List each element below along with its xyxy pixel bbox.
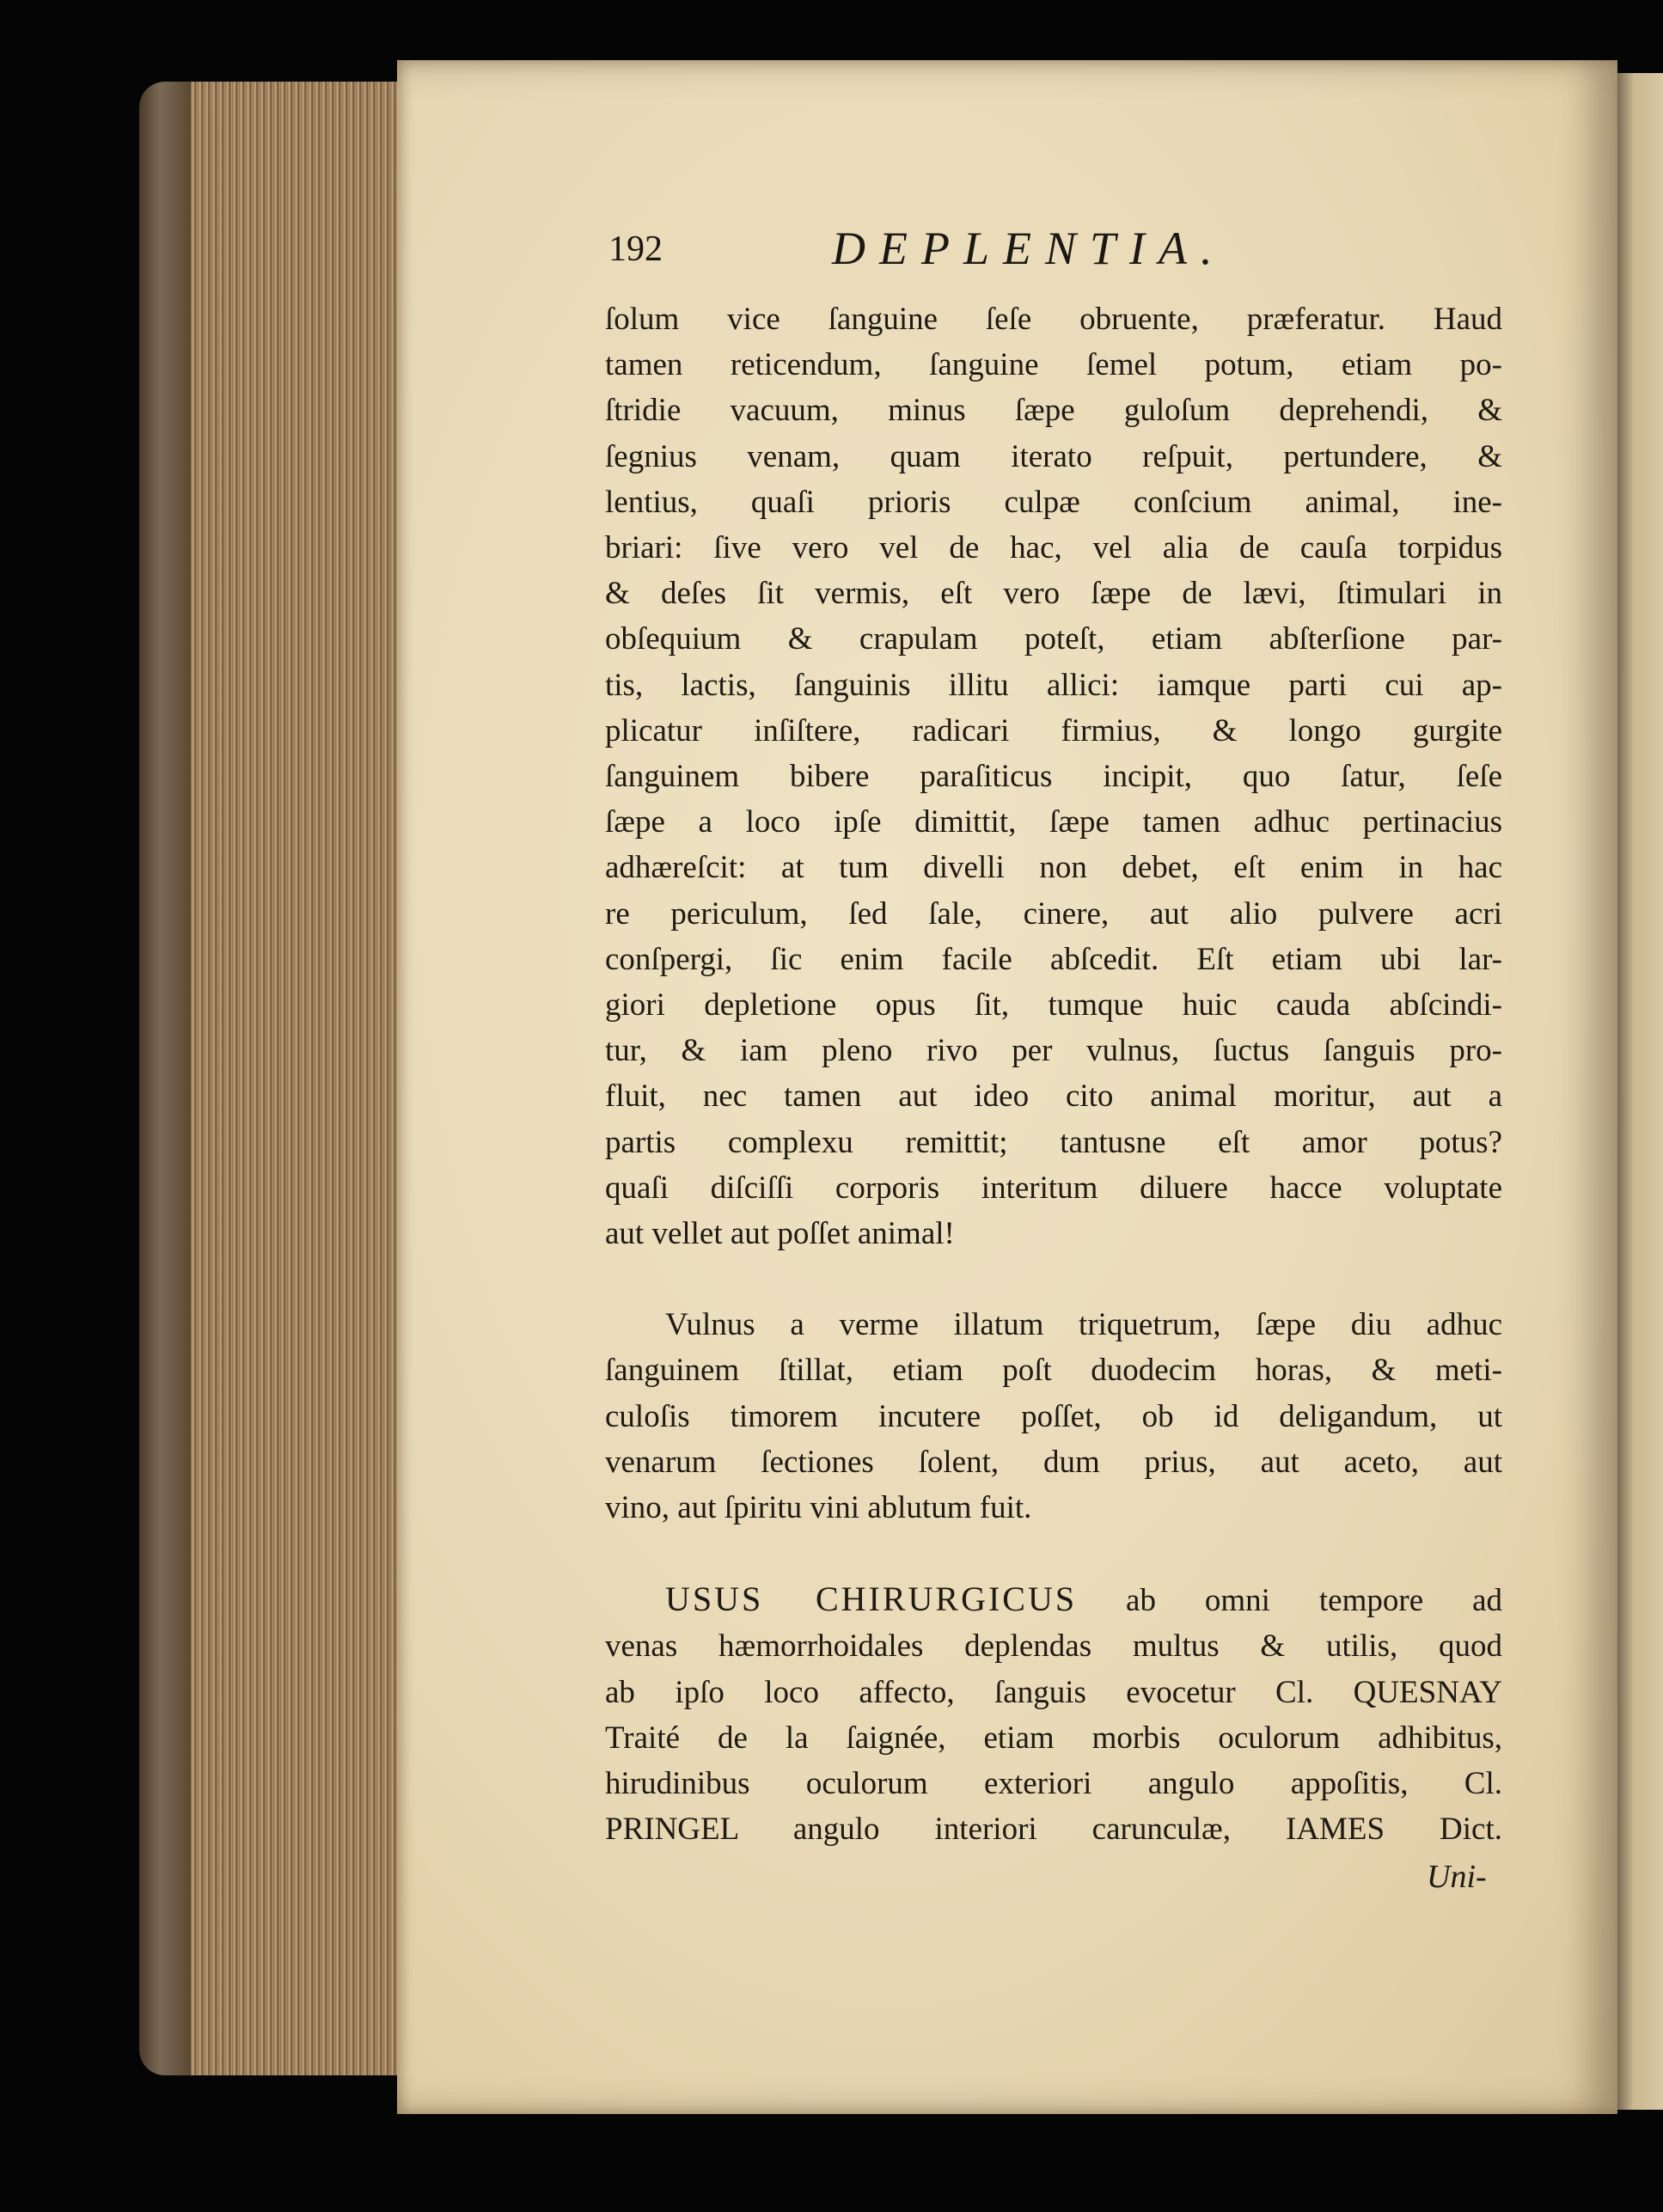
text-line: vino, aut ſpiritu vini ablutum fuit. (605, 1490, 1032, 1526)
paragraph-3 (605, 1576, 1502, 1852)
text-line: Vulnus a verme illatum triquetrum, ſæpe diu adhuc (665, 1307, 1502, 1343)
paragraph-1 (605, 296, 1502, 1256)
text-line: conſpergi, ſic enim facile abſcedit. Eſt etiam ubi lar- (605, 941, 1502, 977)
text-line: ſtridie vacuum, minus ſæpe guloſum deprehendi, & (605, 393, 1502, 429)
text-line: ſæpe a loco ipſe dimittit, ſæpe tamen adhuc pertinacius (605, 804, 1502, 840)
text-line: tis, lactis, ſanguinis illitu allici: iamque parti cui ap- (605, 667, 1502, 703)
book-fore-edge (156, 82, 414, 2075)
catchword: Uni- (1427, 1859, 1487, 1895)
text-line: ſanguinem bibere paraſiticus incipit, quo ſatur, ſeſe (605, 759, 1502, 795)
text-line: giori depletione opus ſit, tumque huic cauda abſcindi- (605, 987, 1502, 1024)
text-line: plicatur inſiſtere, radicari firmius, & longo gurgite (605, 712, 1502, 749)
page-header (608, 222, 1330, 282)
text-line: venarum ſectiones ſolent, dum prius, aut aceto, aut (605, 1444, 1502, 1480)
text-line: tamen reticendum, ſanguine ſemel potum, etiam po- (605, 347, 1502, 383)
section-heading: USUS CHIRURGICUS (665, 1580, 1078, 1619)
page-number: 192 (608, 229, 663, 269)
facing-page-edge (1614, 73, 1663, 2110)
text-line: quaſi diſciſſi corporis interitum diluere hacce voluptate (605, 1170, 1502, 1206)
running-title: DEPLENTIA. (832, 223, 1226, 274)
text-line: ſolum vice ſanguine ſeſe obruente, præferatur. Haud (605, 302, 1502, 337)
text-line: obſequium & crapulam poteſt, etiam abſterſione par- (605, 621, 1502, 657)
paragraph-gap (605, 1256, 1502, 1302)
text-line: ſegnius venam, quam iterato reſpuit, pertundere, & (605, 438, 1502, 474)
text-line: hirudinibus oculorum exteriori angulo appoſitis, Cl. (605, 1766, 1502, 1802)
text-line: adhæreſcit: at tum divelli non debet, eſt enim in hac (605, 850, 1502, 886)
text-line: PRINGEL angulo interiori carunculæ, IAMES Dict. (605, 1812, 1502, 1848)
text-line: ſanguinem ſtillat, etiam poſt duodecim horas, & meti- (605, 1353, 1502, 1389)
text-line: tur, & iam pleno rivo per vulnus, ſuctus ſanguis pro- (605, 1033, 1502, 1069)
text-line: aut vellet aut poſſet animal! (605, 1216, 955, 1252)
text-line: Traité de la ſaignée, etiam morbis oculorum adhibitus, (605, 1720, 1502, 1756)
text-line: briari: ſive vero vel de hac, vel alia de cauſa torpidus (605, 530, 1502, 566)
paragraph-2 (605, 1302, 1502, 1531)
text-line: & deſes ſit vermis, eſt vero ſæpe de lævi, ſtimulari in (605, 576, 1502, 612)
page-body (605, 296, 1502, 1853)
text-line: partis complexu remittit; tantusne eſt amor potus? (605, 1124, 1502, 1160)
text-line: re periculum, ſed ſale, cinere, aut alio pulvere acri (605, 895, 1502, 932)
text-line: venas hæmorrhoidales deplendas multus & utilis, quod (605, 1628, 1502, 1665)
heading-line-rest: ab omni tempore ad (1126, 1583, 1502, 1619)
text-line: fluit, nec tamen aut ideo cito animal moritur, aut a (605, 1079, 1502, 1115)
text-line (605, 1576, 1502, 1623)
text-line: ab ipſo loco affecto, ſanguis evocetur Cl. QUESNAY (605, 1674, 1502, 1710)
paragraph-gap (605, 1531, 1502, 1576)
text-line: culoſis timorem incutere poſſet, ob id deligandum, ut (605, 1398, 1502, 1434)
text-line: lentius, quaſi prioris culpæ conſcium animal, ine- (605, 484, 1502, 520)
